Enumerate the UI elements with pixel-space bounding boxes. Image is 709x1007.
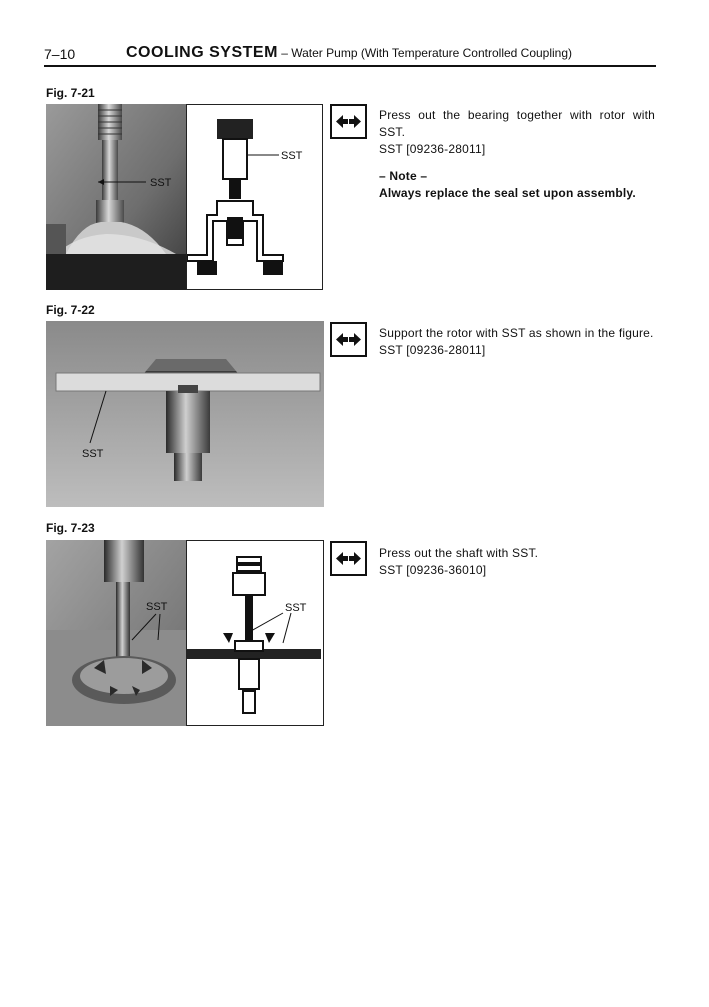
step-instructions (379, 107, 655, 202)
figure-label: Fig. 7-22 (46, 303, 95, 317)
sst-part-number: SST [09236-36010] (379, 563, 487, 577)
figure-diagram (186, 540, 324, 726)
page-title (126, 44, 572, 62)
step-text-line: Press out the bearing together with rotor with SST. (379, 108, 655, 139)
remove-install-arrows-icon (330, 541, 367, 576)
photo-callout-label: SST (82, 448, 104, 460)
page-number: 7–10 (44, 46, 76, 62)
step-text-line: Support the rotor with SST as shown in the figure. (379, 326, 654, 340)
sst-part-number: SST [09236-28011] (379, 142, 486, 156)
figure-photo (46, 540, 186, 726)
remove-install-arrows-icon (330, 104, 367, 139)
photo-callout-label: SST (146, 601, 168, 613)
section-subtitle: – Water Pump (With Temperature Controlled Coupling) (277, 46, 573, 60)
diagram-callout-label: SST (281, 150, 303, 162)
step-text-line: Press out the shaft with SST. (379, 546, 539, 560)
note-heading: – Note – (379, 169, 428, 183)
figure-diagram (186, 104, 323, 290)
figure-label: Fig. 7-21 (46, 86, 95, 100)
step-instructions (379, 545, 655, 579)
sst-part-number: SST [09236-28011] (379, 343, 486, 357)
photo-callout-label: SST (150, 177, 172, 189)
page-header (44, 42, 656, 64)
figure-label: Fig. 7-23 (46, 521, 95, 535)
diagram-callout-label: SST (285, 602, 307, 614)
header-rule (44, 65, 656, 67)
figure-photo (46, 104, 186, 290)
section-title: COOLING SYSTEM (126, 44, 278, 61)
figure-photo (46, 321, 324, 507)
note-text: Always replace the seal set upon assembly. (379, 186, 636, 200)
remove-install-arrows-icon (330, 322, 367, 357)
step-instructions (379, 325, 655, 359)
